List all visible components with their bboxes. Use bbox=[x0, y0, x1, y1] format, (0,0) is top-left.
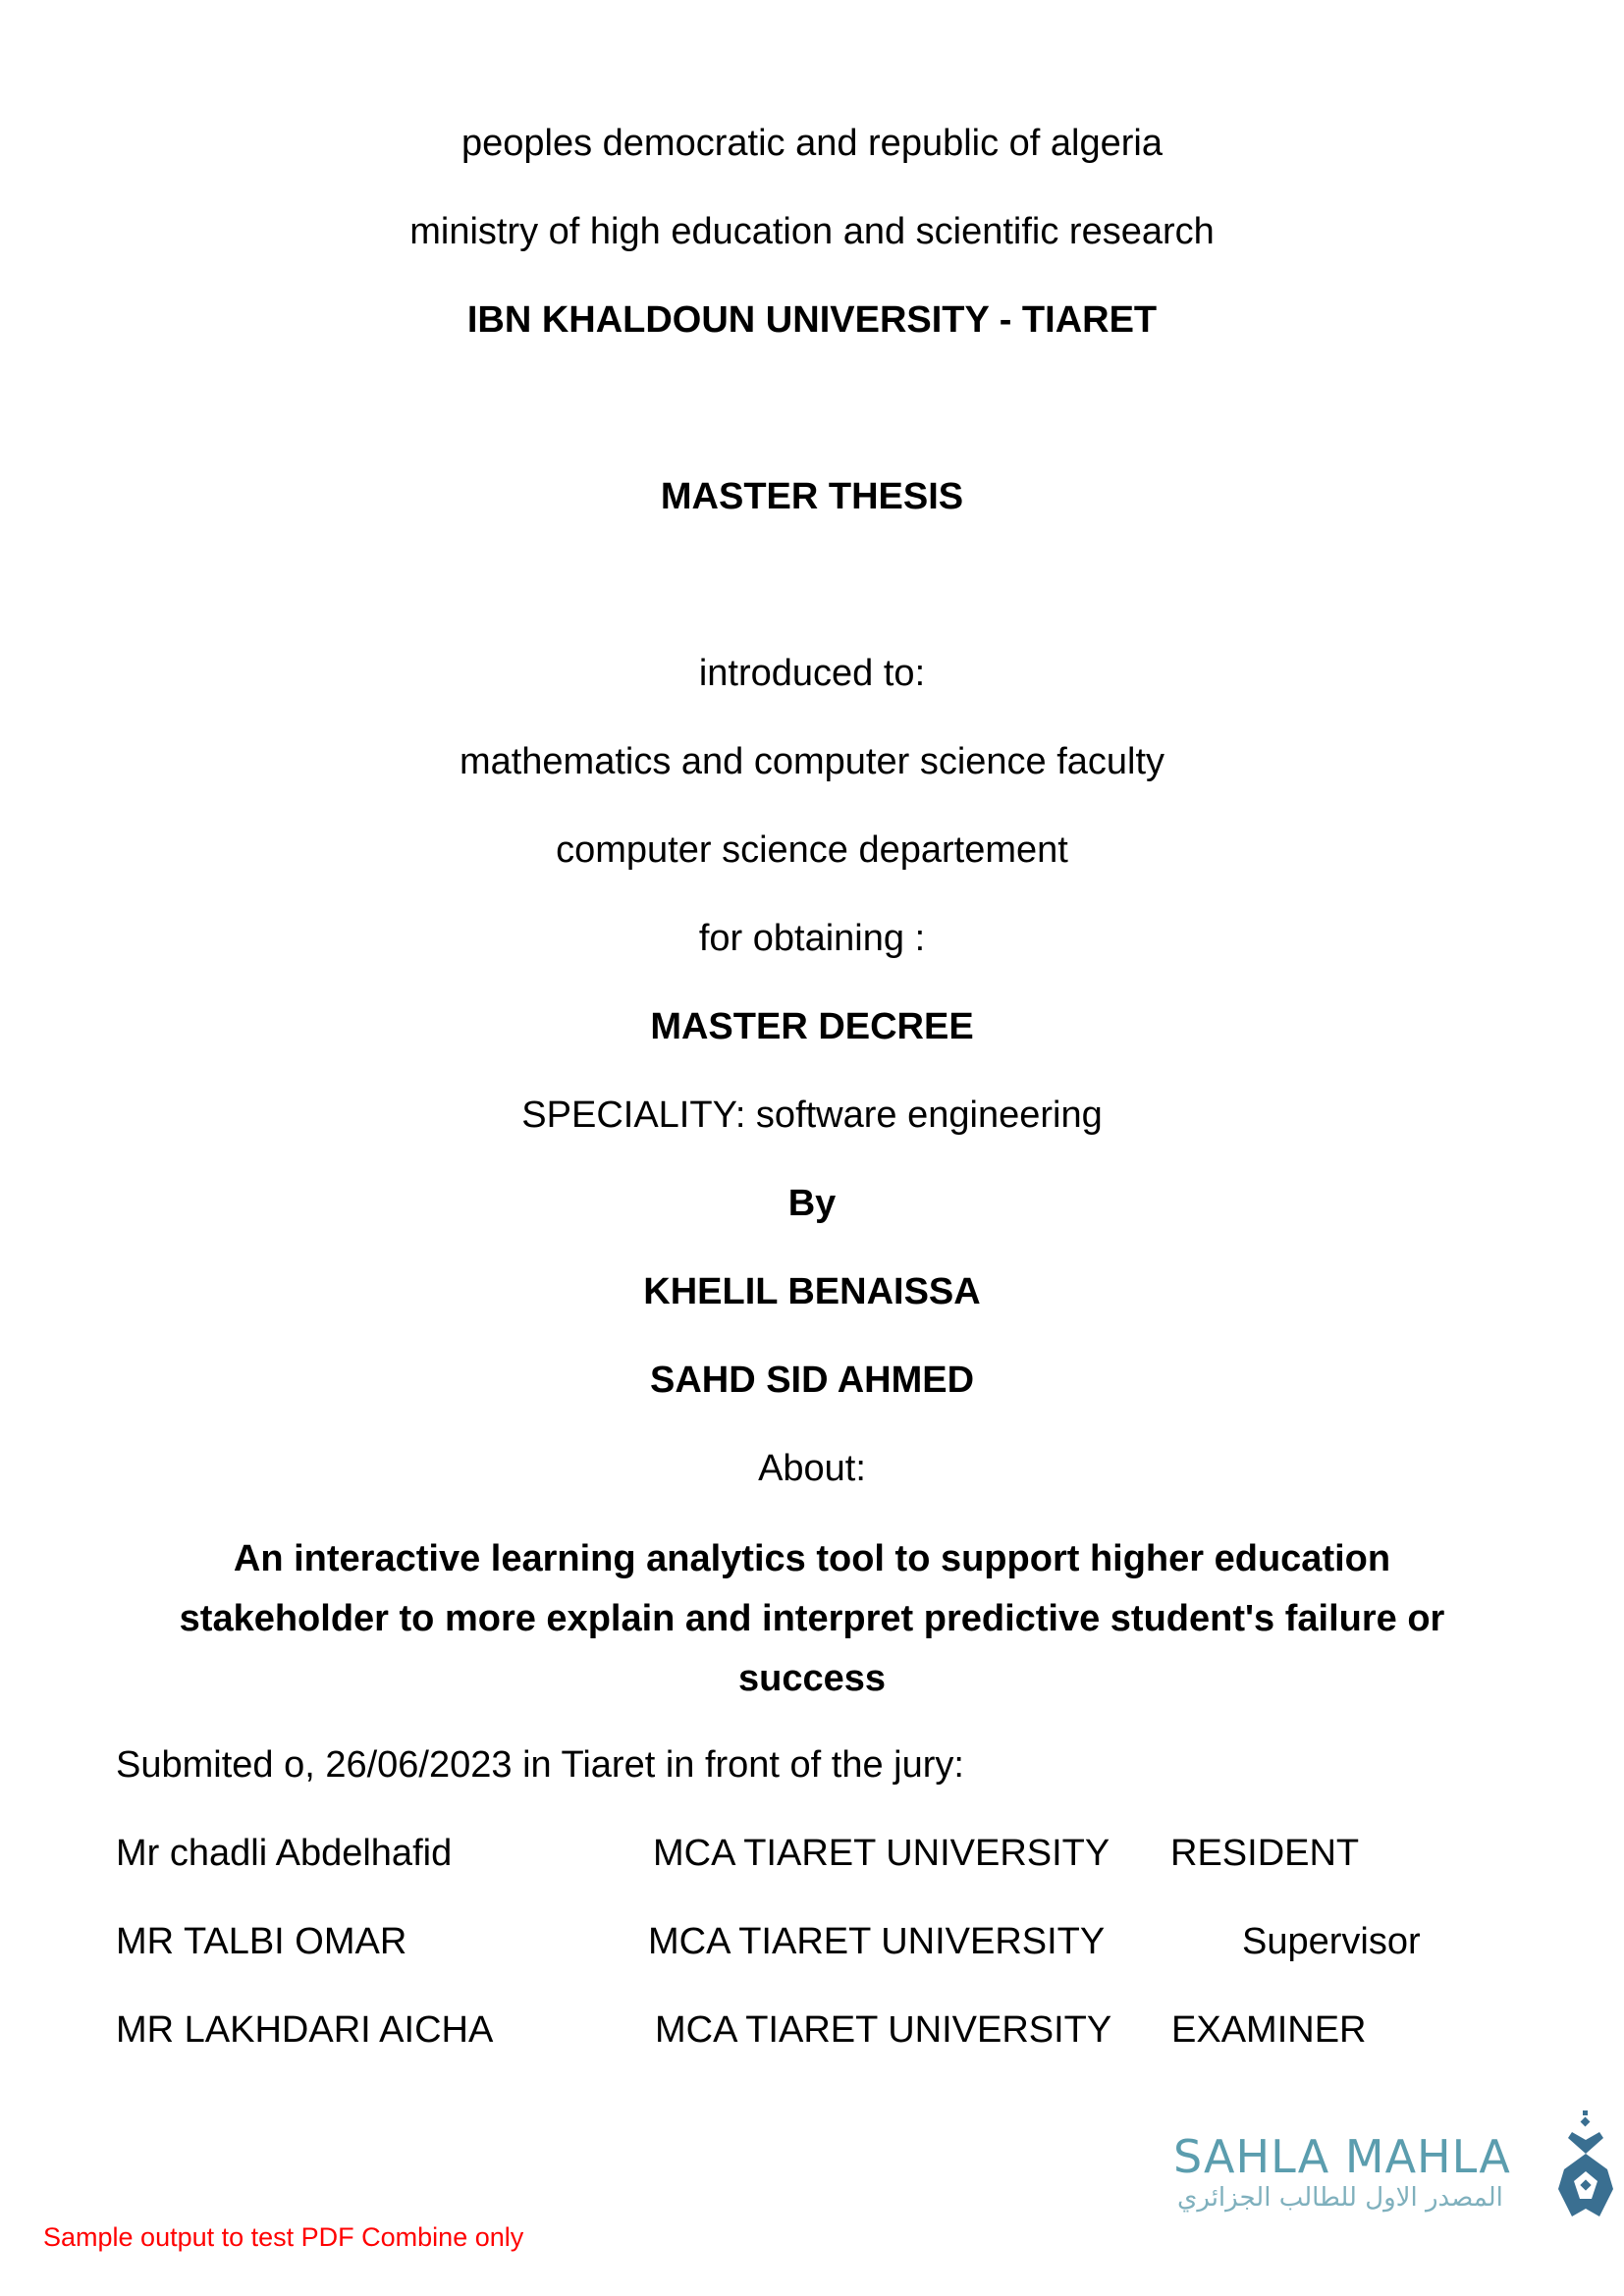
author-name: SAHD SID AHMED bbox=[649, 1360, 975, 1401]
speciality-line: SPECIALITY: software engineering bbox=[521, 1095, 1103, 1136]
thesis-title bbox=[137, 1529, 1487, 1709]
document-type: MASTER THESIS bbox=[660, 476, 964, 517]
jury-member-role: EXAMINER bbox=[1171, 2009, 1367, 2051]
thesis-title-line: An interactive learning analytics tool to support higher education bbox=[233, 1538, 1391, 1579]
jury-member-affiliation: MCA TIARET UNIVERSITY bbox=[648, 1921, 1106, 1962]
calligraphy-mark-icon bbox=[1556, 2110, 1615, 2223]
department-line: computer science departement bbox=[556, 829, 1068, 871]
jury-member-name: Mr chadli Abdelhafid bbox=[116, 1833, 453, 1874]
jury-member-name: MR TALBI OMAR bbox=[116, 1921, 407, 1962]
sahla-mahla-logo bbox=[1173, 2110, 1615, 2223]
jury-member-role: RESIDENT bbox=[1170, 1833, 1360, 1874]
faculty-line: mathematics and computer science faculty bbox=[459, 741, 1165, 782]
for-obtaining-label: for obtaining : bbox=[698, 918, 926, 959]
jury-member-role: Supervisor bbox=[1242, 1921, 1421, 1962]
introduced-to-label: introduced to: bbox=[698, 653, 926, 694]
logo-tagline: المصدر الاول للطالب الجزائري bbox=[1177, 2183, 1503, 2213]
watermark-text: Sample output to test PDF Combine only bbox=[43, 2222, 524, 2252]
submission-text: Submited o, 26/06/2023 in Tiaret in front of the jury: bbox=[116, 1744, 964, 1786]
author-name: KHELIL BENAISSA bbox=[643, 1271, 981, 1312]
degree-line: MASTER DECREE bbox=[650, 1006, 974, 1047]
about-label: About: bbox=[758, 1448, 866, 1489]
jury-member-affiliation: MCA TIARET UNIVERSITY bbox=[653, 1833, 1110, 1874]
jury-member-affiliation: MCA TIARET UNIVERSITY bbox=[655, 2009, 1112, 2051]
university-name: IBN KHALDOUN UNIVERSITY - TIARET bbox=[466, 299, 1158, 341]
country-line: peoples democratic and republic of algeria bbox=[461, 123, 1163, 164]
thesis-title-line: success bbox=[737, 1658, 886, 1699]
by-label: By bbox=[787, 1183, 837, 1224]
logo-wordmark: SAHLA MAHLA bbox=[1173, 2130, 1511, 2183]
ministry-line: ministry of high education and scientific research bbox=[409, 211, 1215, 252]
jury-member-name: MR LAKHDARI AICHA bbox=[116, 2009, 494, 2051]
thesis-title-line: stakeholder to more explain and interpret predictive student's failure or bbox=[179, 1598, 1445, 1639]
